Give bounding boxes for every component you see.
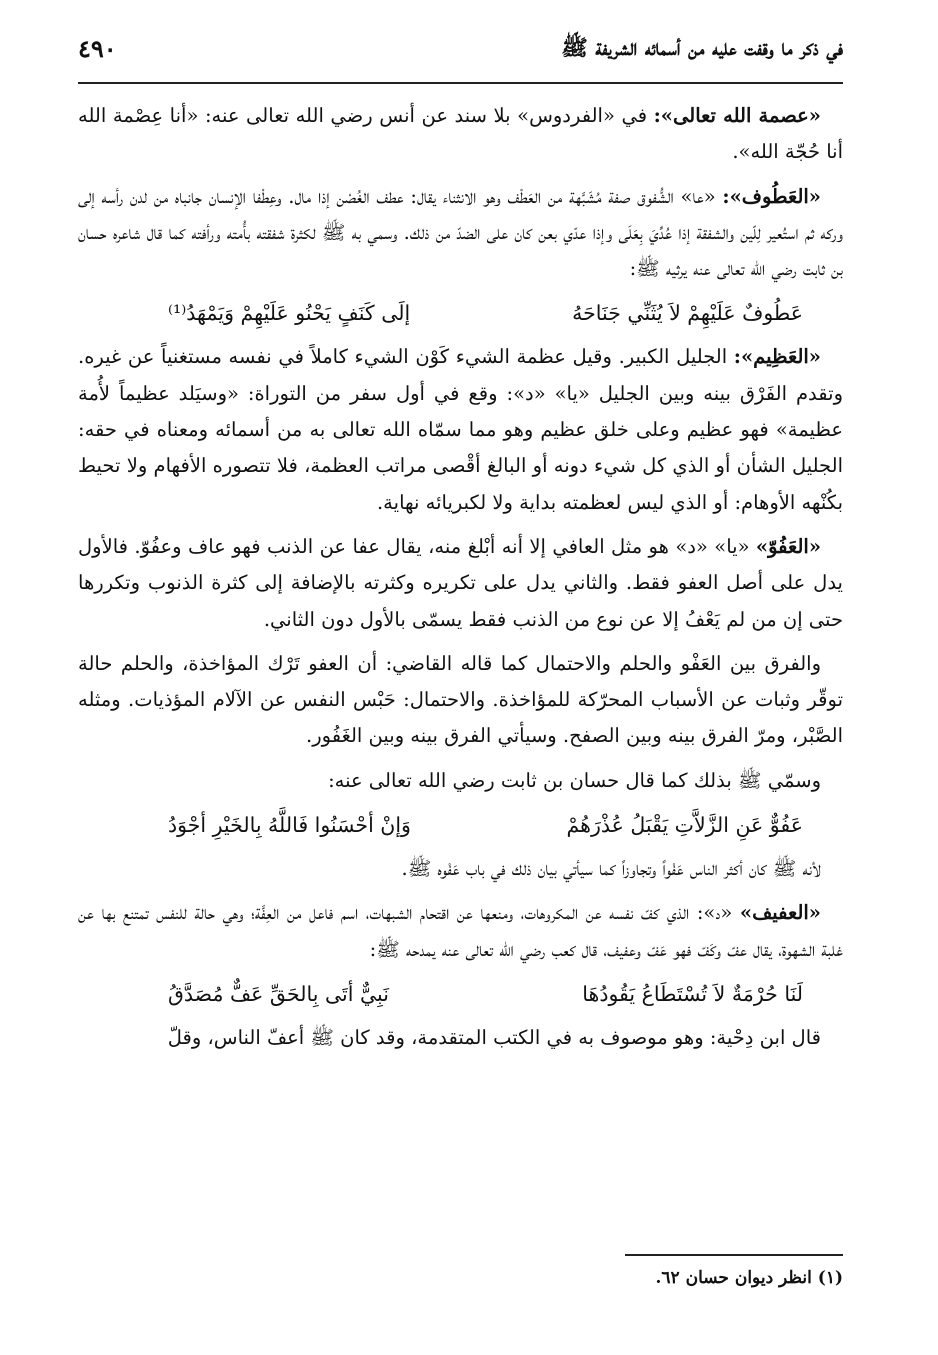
text-line: المؤذيات. ومثله الصَّبْر، ومرّ الفرق بينه وبين الصفح. وسيأتي الفرق بينه وبين الغَفُور. <box>78 688 843 748</box>
running-title: في ذكر ما وقفت عليه من أسمائه الشريفة ﷺ <box>561 35 843 61</box>
text-line: الجليل الكبير. وقيل عظمة الشيء كَوْن الشيء كاملاً في نفسه مستغنياً عن <box>127 345 728 369</box>
text-line: الله أنا حُجّة الله». <box>78 104 843 164</box>
verse-hemistich-second: إلَى كَنَفٍ يَحْنُو عَلَيْهِمْ وَيَمْهَدُ⁽¹⁾ <box>168 301 411 326</box>
text-line: حالة توقّر وثبات عن الأسباب المحرّكة للمؤاخذة. والاحتمال: حَبْس النفس عن الآلام <box>78 651 843 712</box>
text-line: والفرق بين العَفْو والحلم والاحتمال كما قاله القاضي: أن العفو تَرْك المؤاخذة، والحلم <box>120 651 821 675</box>
text-line: وسمّي ﷺ بذلك كما قال حسان بن ثابت رضي الله تعالى عنه: <box>328 768 821 792</box>
verse-hemistich-second: نَبِيٌّ أتَى بِالحَقِّ عَفٌّ مُصَدَّقُ <box>168 981 389 1006</box>
footnote-divider <box>625 1254 843 1256</box>
entry-term: «العَطُوف»: <box>722 184 821 208</box>
page-body <box>78 98 843 1064</box>
page-number: ٤٩٠ <box>78 34 117 63</box>
text-line: لأنه ﷺ كان أكثر الناس عَفْواً وتجاوزاً كما سيأتي بيان ذلك في باب عَفْوه ﷺ. <box>401 857 821 881</box>
verse-hemistich-second: وَإنْ أحْسَنُوا فَاللَّهُ بِالخَيْرِ أجْوَدُ <box>168 813 411 838</box>
entry-isma <box>78 98 843 171</box>
text-line: فاعل من العِفَّة؛ وهي حالة للنفس تمتنع بها عن غلبة الشهوة، يقال عفّ وكَفّ فهو عَفّ <box>78 901 843 961</box>
verse-hemistich-first: لَنَا حُرْمَةٌ لاَ تُسْتَطَاعُ يَقُودُهَا <box>582 981 803 1006</box>
paragraph-difference <box>78 646 843 755</box>
entry-afuw <box>78 529 843 638</box>
text-line: فالأول يدل على أصل العفو فقط. والثاني يدل على تكريره وكثرته بالإضافة إلى كثرة الذنوب <box>78 534 843 595</box>
poetry-verse <box>78 976 843 1012</box>
footnote: (١) انظر ديوان حسان ٦٢. <box>655 1268 843 1288</box>
verse-hemistich-first: عَفُوٌّ عَنِ الزَّلاَّتِ يَقْبَلُ عُذْرَهُمْ <box>566 813 803 838</box>
entry-term: «العَفُوّ» <box>755 534 822 558</box>
entry-azim <box>78 339 843 520</box>
text-line: وتكررها حتى إن من لم يَعْفُ إلا عن نوع من الذنب فقط يسمّى بالأول دون الثاني. <box>78 571 843 631</box>
paragraph-after-verse <box>78 851 843 887</box>
text-line: مال. وعِطْفا الإنسان جانباه من لدن رأسه إلى وركه ثم استُعير لِلّين والشفقة إذا عُدِّيَ بِعَلَى وإذا <box>78 184 844 244</box>
text-line: عدّي بعن كان على الضدّ من ذلك. وسمي به ﷺ لكثرة شفقته بأُمته ورأفته كما قال شاعره <box>112 220 587 244</box>
text-line: عظيمة» فهو عظيم وعلى خلق عظيم وهو مما سمّاه الله تعالى به من أسمائه ومعناه في حقه: <box>78 418 843 442</box>
entry-term: «عصمة الله تعالى»: <box>653 104 821 127</box>
text-line: «يا» «د» هو مثل العافي إلا أنه أبْلغ منه، يقال عفا عن الذنب فهو عاف وعفُوّ. <box>134 534 750 558</box>
paragraph-ibn-dihya <box>78 1020 843 1056</box>
entry-term: «العَظِيم»: <box>733 345 821 369</box>
text-line: في «الفردوس» بلا سند عن أنس رضي الله تعالى عنه: «أنا عِصْمة <box>112 104 648 127</box>
text-line: وعفيف، قال كعب رضي الله تعالى عنه يمدحه ﷺ: <box>369 937 641 961</box>
text-line: «د»: الذي كفّ نفسه عن المكروهات، ومنعها عن اقتحام الشبهات، اسم <box>340 901 733 925</box>
text-line: الجليل الشأن أو الذي كل شيء دونه أو البالغ أقْصى مراتب العظمة، فلا تتصوره الأفهام ولا <box>126 454 844 478</box>
entry-atuf <box>78 179 843 288</box>
paragraph-hassan <box>78 763 843 799</box>
poetry-verse <box>78 807 843 843</box>
verse-hemistich-first: عَطُوفٌ عَلَيْهِمْ لاَ يُثَنِّي جَنَاحَهُ <box>572 301 803 326</box>
text-line: «عا» الشُّفوق صفة مُشَبَّهة من العَطْف وهو الانثناء يقال: عطف الغُصْن إذا <box>317 184 716 208</box>
entry-term: «العفيف» <box>739 901 821 925</box>
text-line: غيره. وتقدم الفَرْق بينه وبين الجليل «يا» «د»: وقع في أول سفر من التوراة: «وسيَلد عظيماً لأُمة <box>78 345 843 405</box>
text-line: حسان بن ثابت رضي الله تعالى عنه يرثيه ﷺ: <box>78 220 843 281</box>
poetry-verse <box>78 295 843 331</box>
text-line: قال ابن دِحْية: وهو موصوف به في الكتب المتقدمة، وقد كان ﷺ أعفّ الناس، وقلّ <box>167 1025 821 1049</box>
entry-afif <box>78 895 843 968</box>
page-header <box>78 30 843 84</box>
text-line: تحيط بكُنْهه الأوهام: أو الذي ليس لعظمته بداية ولا لكبريائه نهاية. <box>78 454 843 514</box>
